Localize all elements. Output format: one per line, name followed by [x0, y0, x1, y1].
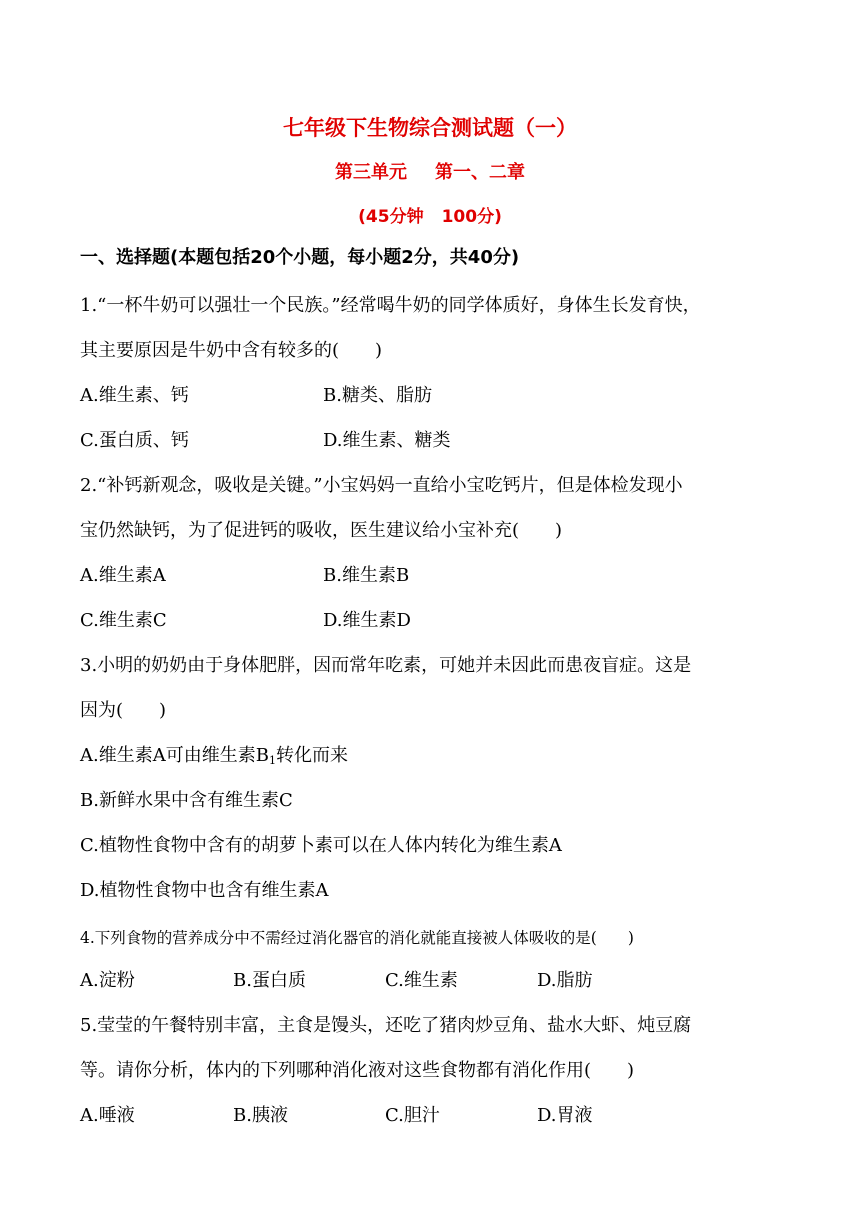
- question-2-option-c: C.维生素C: [80, 610, 167, 631]
- question-1-option-c: C.蛋白质、钙: [80, 430, 189, 451]
- question-3-option-a: [80, 743, 348, 774]
- page-title: 七年级下生物综合测试题（一）: [283, 116, 577, 140]
- question-1-stem-line-2: 其主要原因是牛奶中含有较多的( ): [80, 340, 383, 361]
- time-label: (45分钟: [358, 207, 424, 227]
- question-1-option-a: A.维生素、钙: [80, 385, 189, 406]
- question-2-option-b: B.维生素B: [323, 565, 410, 586]
- question-5-option-d: D.胃液: [537, 1105, 593, 1126]
- question-3-option-a-text: A.维生素A可由维生素B: [80, 745, 269, 766]
- question-2-stem-line-1: 2.“补钙新观念，吸收是关键。”小宝妈妈一直给小宝吃钙片，但是体检发现小: [80, 475, 683, 496]
- question-4-option-b: B.蛋白质: [233, 970, 306, 991]
- question-5-option-b: B.胰液: [233, 1105, 288, 1126]
- question-2-stem-line-2: 宝仍然缺钙，为了促进钙的吸收，医生建议给小宝补充( ): [80, 520, 563, 541]
- question-5-option-a: A.唾液: [80, 1105, 135, 1126]
- question-3-option-c: C.植物性食物中含有的胡萝卜素可以在人体内转化为维生素A: [80, 835, 562, 856]
- question-3-option-b: B.新鲜水果中含有维生素C: [80, 790, 293, 811]
- question-5-stem-line-2: 等。请你分析，体内的下列哪种消化液对这些食物都有消化作用( ): [80, 1060, 635, 1081]
- question-3-option-d: D.植物性食物中也含有维生素A: [80, 880, 329, 901]
- time-score-subtitle: [0, 202, 860, 227]
- section-heading: 一、选择题(本题包括20个小题，每小题2分，共40分): [80, 247, 520, 268]
- unit-label: 第三单元: [335, 162, 407, 183]
- question-3-stem-line-2: 因为( ): [80, 700, 167, 721]
- question-2-option-a: A.维生素A: [80, 565, 166, 586]
- question-4-option-d: D.脂肪: [537, 970, 593, 991]
- unit-chapter-subtitle: [0, 158, 860, 184]
- question-4-option-c: C.维生素: [385, 970, 458, 991]
- question-3-option-a-subscript: 1: [268, 754, 276, 767]
- question-4-option-a: A.淀粉: [80, 970, 135, 991]
- question-1-option-b: B.糖类、脂肪: [323, 385, 432, 406]
- question-5-option-c: C.胆汁: [385, 1105, 440, 1126]
- question-1-option-d: D.维生素、糖类: [323, 430, 451, 451]
- question-3-option-a-tail: 转化而来: [275, 745, 348, 766]
- question-1-stem-line-1: 1.“一杯牛奶可以强壮一个民族。”经常喝牛奶的同学体质好，身体生长发育快，: [80, 295, 701, 316]
- question-2-option-d: D.维生素D: [323, 610, 411, 631]
- question-3-stem-line-1: 3.小明的奶奶由于身体肥胖，因而常年吃素，可她并未因此而患夜盲症。这是: [80, 655, 692, 676]
- chapter-label: 第一、二章: [435, 162, 525, 183]
- question-5-stem-line-1: 5.莹莹的午餐特别丰富，主食是馒头，还吃了猪肉炒豆角、盐水大虾、炖豆腐: [80, 1015, 692, 1036]
- question-4-stem: 4.下列食物的营养成分中不需经过消化器官的消化就能直接被人体吸收的是( ): [80, 929, 634, 947]
- score-label: 100分): [441, 207, 502, 227]
